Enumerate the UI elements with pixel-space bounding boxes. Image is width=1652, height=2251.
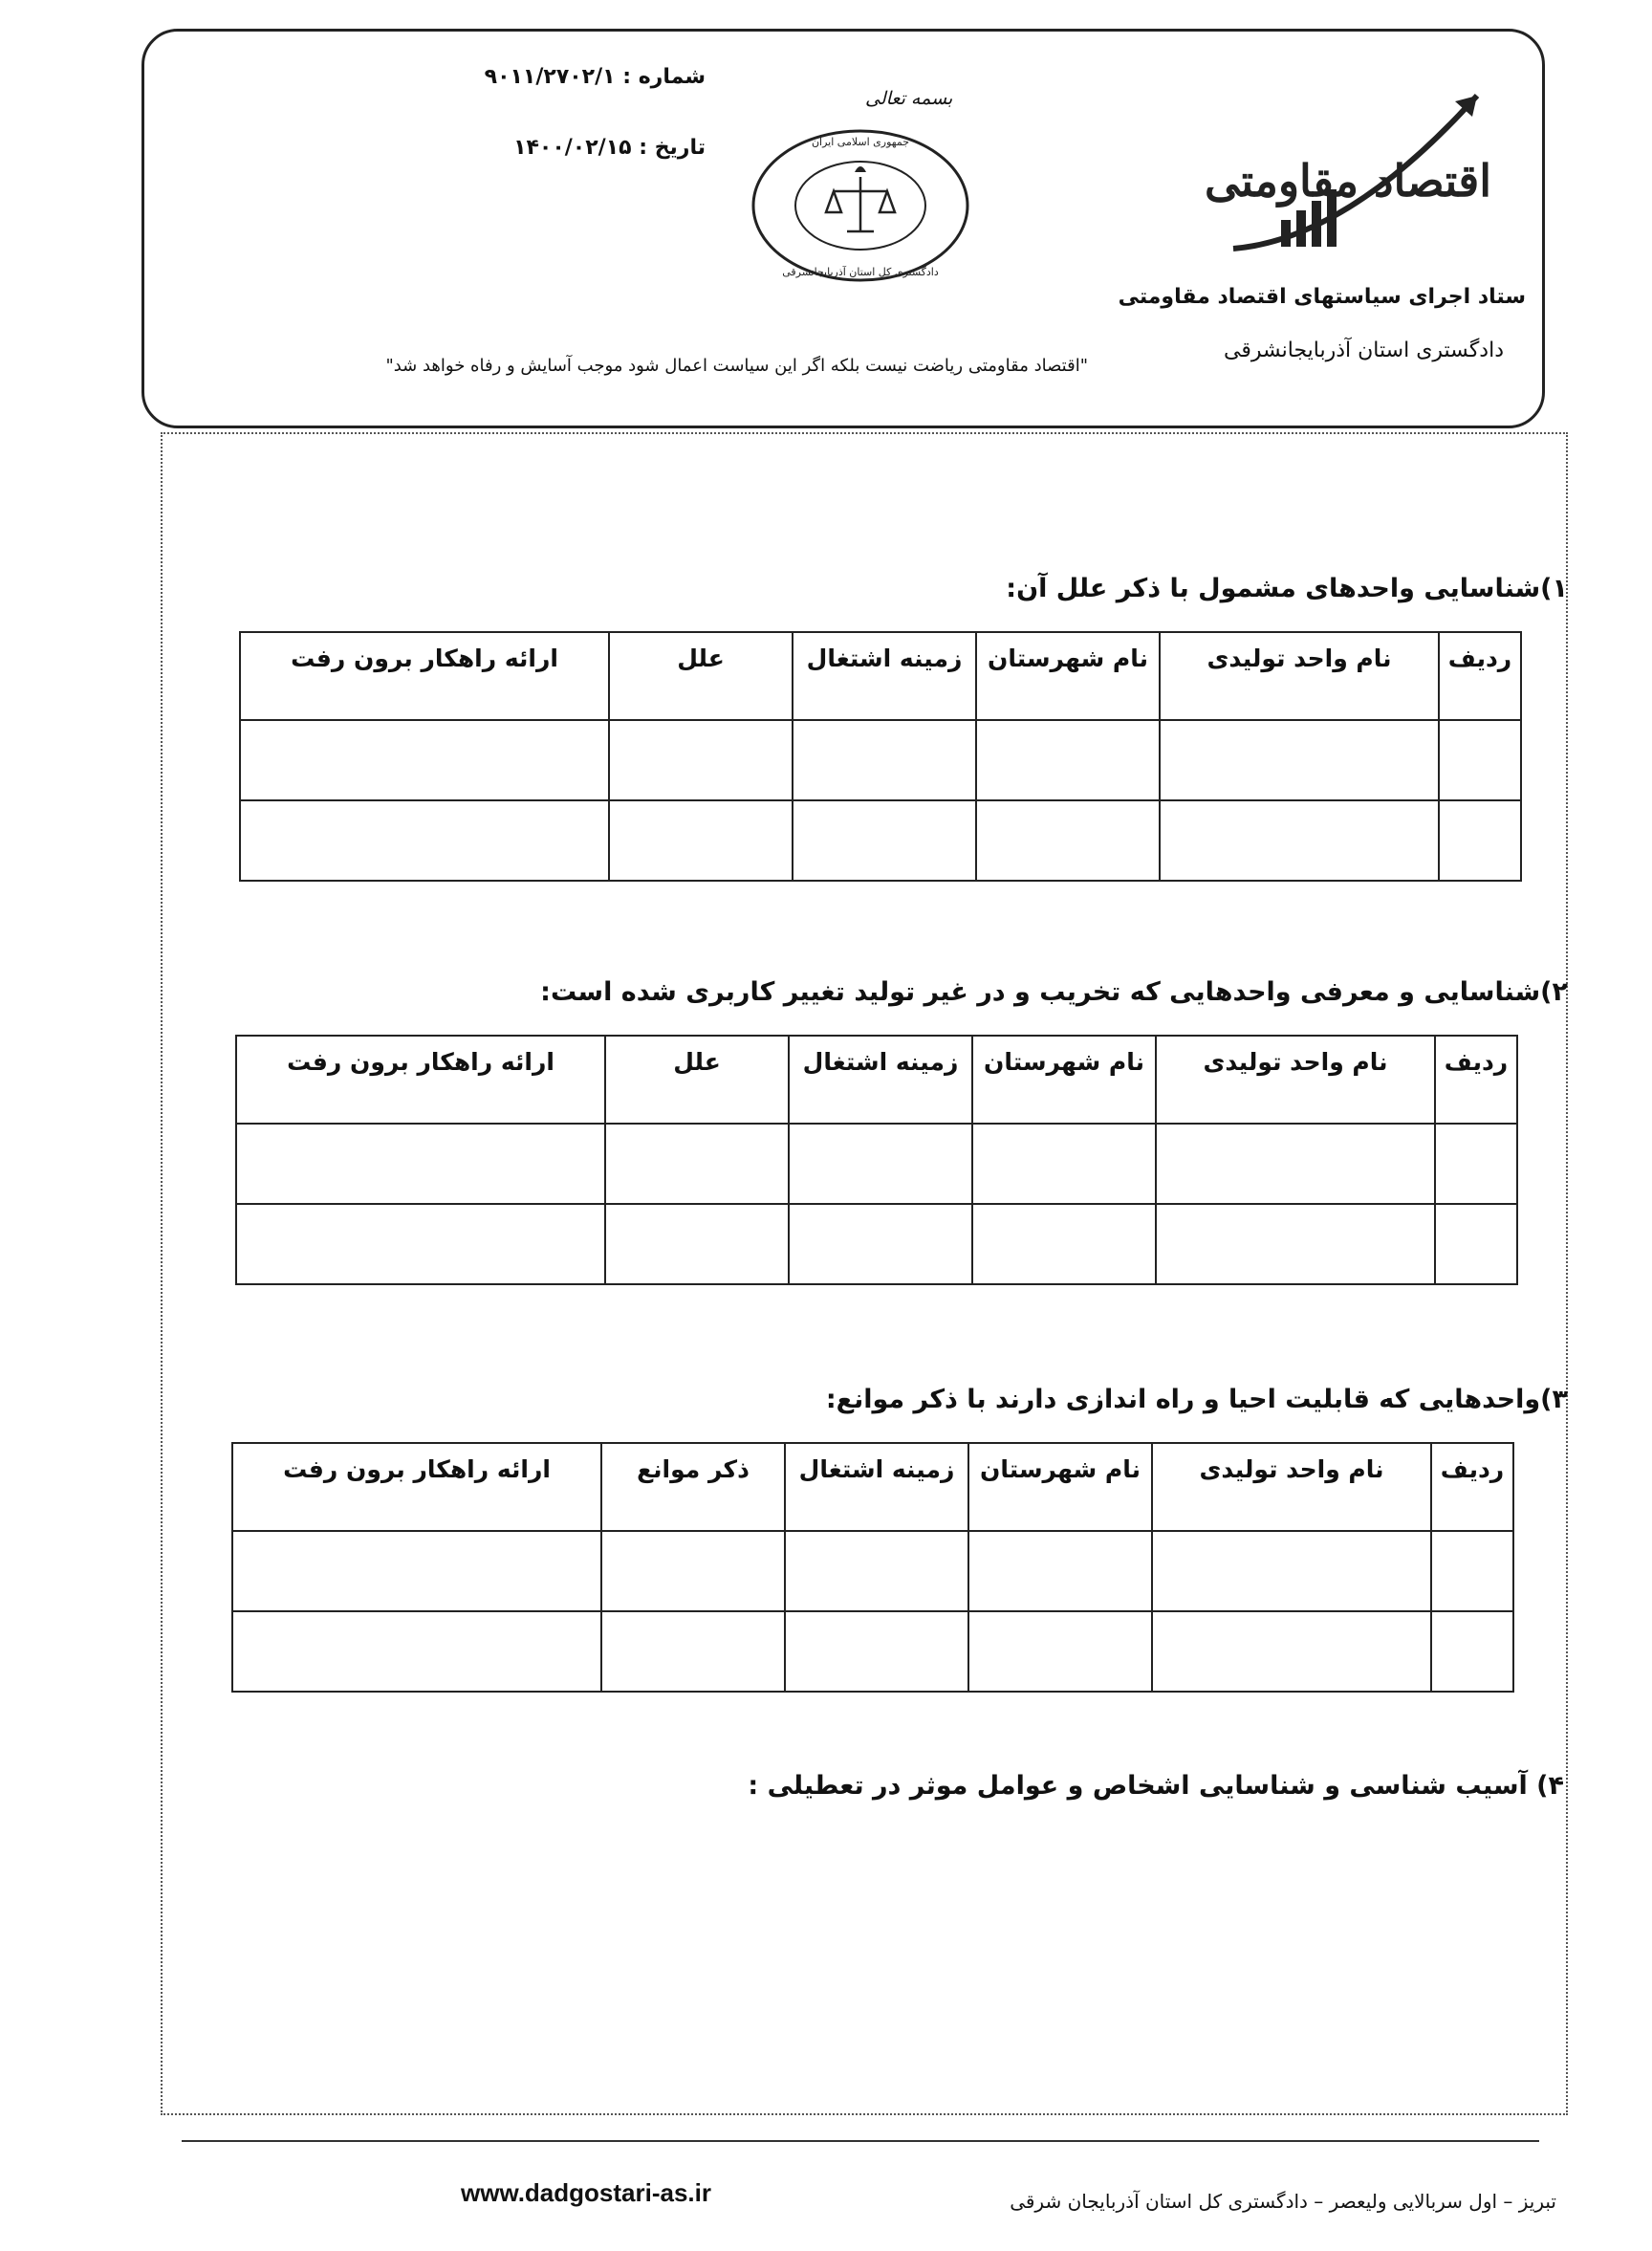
table-section-3 xyxy=(231,1442,1514,1693)
letter-date: تاریخ : ۱۴۰۰/۰۲/۱۵ xyxy=(513,136,706,160)
col-unit-name: نام واحد تولیدی xyxy=(1152,1443,1431,1531)
col-unit-name: نام واحد تولیدی xyxy=(1156,1036,1435,1124)
col-row: ردیف xyxy=(1435,1036,1517,1124)
header-quote: "اقتصاد مقاومتی ریاضت نیست بلکه اگر این سیاست اعمال شود موجب آسایش و رفاه خواهد شد" xyxy=(385,356,1088,376)
col-causes: علل xyxy=(605,1036,789,1124)
section-2-title: ۲)شناسایی و معرفی واحدهایی که تخریب و در غیر تولید تغییر کاربری شده است: xyxy=(540,977,1568,1007)
svg-text:اقتصاد مقاومتی: اقتصاد مقاومتی xyxy=(1205,155,1491,207)
col-unit-name: نام واحد تولیدی xyxy=(1160,632,1439,720)
table-row xyxy=(236,1124,1517,1204)
col-causes: علل xyxy=(609,632,793,720)
table-section-1 xyxy=(239,631,1522,882)
table-section-2 xyxy=(235,1035,1518,1285)
table-row xyxy=(240,800,1521,881)
bismillah: بسمه تعالی xyxy=(865,88,953,109)
table-row xyxy=(232,1531,1513,1611)
col-solution: ارائه راهکار برون رفت xyxy=(240,632,609,720)
footer-address: تبریز – اول سربالایی ولیعصر – دادگستری کل استان آذربایجان شرقی xyxy=(1010,2190,1556,2213)
section-4-title: ۴) آسیب شناسی و شناسایی اشخاص و عوامل موثر در تعطیلی : xyxy=(748,1771,1564,1801)
col-solution: ارائه راهکار برون رفت xyxy=(236,1036,605,1124)
footer-divider xyxy=(182,2140,1539,2142)
col-city: نام شهرستان xyxy=(968,1443,1152,1531)
col-city: نام شهرستان xyxy=(976,632,1160,720)
col-city: نام شهرستان xyxy=(972,1036,1156,1124)
col-row: ردیف xyxy=(1439,632,1521,720)
col-field: زمینه اشتغال xyxy=(789,1036,972,1124)
svg-text:دادگستری کل استان آذربایجانشرق: دادگستری کل استان آذربایجانشرقی xyxy=(782,266,939,278)
table-row xyxy=(236,1204,1517,1284)
letter-number: شماره : ۹۰۱۱/۲۷۰۲/۱ xyxy=(484,65,706,89)
section-3-title: ۳)واحدهایی که قابلیت احیا و راه اندازی دارند با ذکر موانع: xyxy=(825,1385,1568,1414)
svg-text:جمهوری اسلامی ایران: جمهوری اسلامی ایران xyxy=(811,136,910,148)
scales-icon xyxy=(826,177,895,231)
resistance-economy-logo xyxy=(1205,57,1491,277)
table-row xyxy=(232,1611,1513,1692)
judiciary-seal xyxy=(746,124,975,287)
org-subname: دادگستری استان آذربایجانشرقی xyxy=(1224,339,1504,362)
col-field: زمینه اشتغال xyxy=(785,1443,968,1531)
section-1-title: ۱)شناسایی واحدهای مشمول با ذکر علل آن: xyxy=(1006,574,1568,603)
col-row: ردیف xyxy=(1431,1443,1513,1531)
col-field: زمینه اشتغال xyxy=(793,632,976,720)
table-row xyxy=(240,720,1521,800)
col-obstacles: ذکر موانع xyxy=(601,1443,785,1531)
col-solution: ارائه راهکار برون رفت xyxy=(232,1443,601,1531)
footer-website: www.dadgostari-as.ir xyxy=(461,2178,711,2207)
org-name: ستاد اجرای سیاستهای اقتصاد مقاومتی xyxy=(1118,285,1526,309)
